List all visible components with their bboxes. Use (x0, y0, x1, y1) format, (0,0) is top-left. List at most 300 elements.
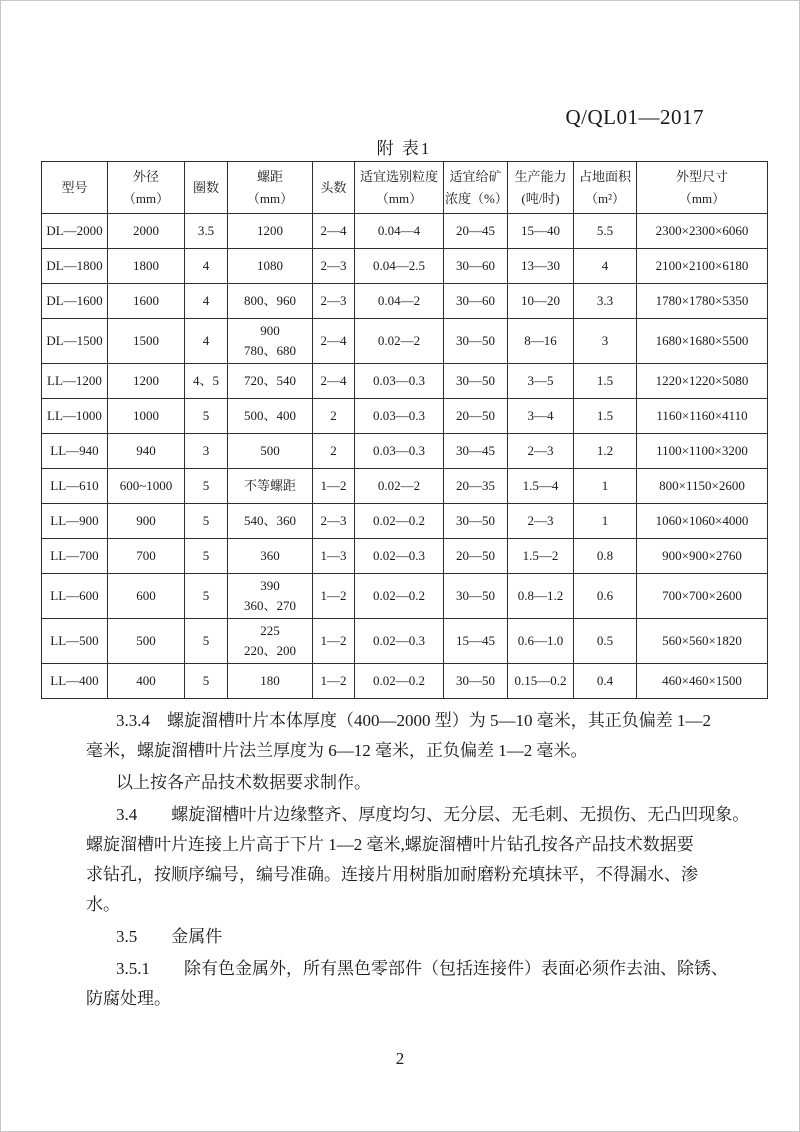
table-cell (355, 399, 444, 434)
table-cell (637, 539, 768, 574)
table-cell-line: 30—50 (456, 333, 495, 348)
table-cell (108, 574, 185, 619)
table-cell (637, 469, 768, 504)
table-cell-line: 1160×1160×4110 (656, 408, 748, 423)
table-cell (108, 399, 185, 434)
table-cell (574, 214, 637, 249)
table-cell-line: 2—3 (320, 258, 347, 273)
table-cell-line: 225 (260, 623, 280, 638)
doc-number: Q/QL01—2017 (565, 105, 704, 129)
column-header-line: (吨/时) (521, 190, 560, 206)
text-line: 3.5 金属件 (116, 927, 223, 946)
table-cell (574, 399, 637, 434)
table-cell-line: 1—2 (320, 588, 347, 603)
table-cell-line: 3 (202, 443, 210, 458)
table-cell (313, 539, 355, 574)
table-cell-line: 800、960 (243, 293, 296, 308)
table-cell (444, 539, 508, 574)
table-cell (637, 249, 768, 284)
table-cell-line: DL—1800 (46, 258, 103, 273)
table-cell (355, 664, 444, 699)
table-cell-line: DL—2000 (46, 223, 103, 238)
table-cell (185, 319, 228, 364)
table-cell-line: 500 (136, 633, 156, 648)
table-cell (228, 319, 313, 364)
table-cell-line: 1.5 (596, 373, 614, 388)
table-cell-line: 0.03—0.3 (373, 443, 425, 458)
table-cell-line: 5 (202, 548, 210, 563)
table-cell (355, 539, 444, 574)
table-cell (637, 214, 768, 249)
column-header-line: 占地面积 (578, 168, 631, 184)
column-header (355, 162, 444, 214)
table-cell (313, 469, 355, 504)
table-cell-line: 900 (136, 513, 156, 528)
table-cell-line: 10—20 (521, 293, 560, 308)
table-cell (313, 434, 355, 469)
table-cell-line: 30—50 (456, 513, 495, 528)
table-cell-line: 700×700×2600 (662, 588, 742, 603)
table-cell (42, 469, 108, 504)
column-header-line: （m²） (584, 190, 625, 206)
column-header-line: （mm） (122, 190, 170, 206)
table-cell-line: 1080 (257, 258, 283, 273)
column-header-line: 螺距 (256, 168, 283, 184)
table-row (42, 539, 768, 574)
table-cell (108, 249, 185, 284)
column-header-line: 圈数 (192, 179, 219, 195)
table-row (42, 619, 768, 664)
column-header (185, 162, 228, 214)
table-cell-line: 0.6 (596, 588, 614, 603)
table-cell (185, 214, 228, 249)
table-row (42, 319, 768, 364)
table-cell (42, 249, 108, 284)
table-cell (355, 214, 444, 249)
table-cell (574, 469, 637, 504)
table-cell (574, 574, 637, 619)
table-cell-line: 1060×1060×4000 (655, 513, 749, 528)
table-cell (185, 619, 228, 664)
table-cell (108, 539, 185, 574)
table-cell (108, 434, 185, 469)
table-row (42, 469, 768, 504)
table-cell-line: LL—940 (50, 443, 99, 458)
table-cell-line: 600 (136, 588, 156, 603)
table-cell-line: 2100×2100×6180 (655, 258, 749, 273)
table-cell (444, 434, 508, 469)
table-cell (444, 574, 508, 619)
table-cell (108, 504, 185, 539)
table-cell-line: LL—500 (50, 633, 99, 648)
table-cell (42, 319, 108, 364)
table-cell-line: 360、270 (243, 598, 296, 613)
table-cell-line: 20—45 (456, 223, 495, 238)
table-cell-line: 0.5 (596, 633, 614, 648)
table-cell-line: 4 (202, 333, 210, 348)
table-cell (574, 364, 637, 399)
table-cell-line: 3—5 (527, 373, 554, 388)
table-cell-line: LL—900 (50, 513, 99, 528)
table-cell-line: 0.03—0.3 (373, 408, 425, 423)
table-cell (185, 364, 228, 399)
table-cell (185, 574, 228, 619)
table-cell-line: 0.04—2 (377, 293, 421, 308)
table-cell (42, 364, 108, 399)
column-header (574, 162, 637, 214)
table-cell (185, 249, 228, 284)
table-cell (637, 574, 768, 619)
table-cell (313, 249, 355, 284)
table-cell (637, 434, 768, 469)
table-cell-line: LL—700 (50, 548, 99, 563)
table-cell (313, 504, 355, 539)
table-cell (508, 399, 574, 434)
table-cell-line: 0.8 (596, 548, 614, 563)
table-cell-line: 600~1000 (119, 478, 173, 493)
table-cell-line: 1—2 (320, 478, 347, 493)
table-cell-line: LL—1000 (47, 408, 102, 423)
table-body (42, 214, 768, 699)
table-cell (228, 504, 313, 539)
table-cell-line: 1—2 (320, 673, 347, 688)
text-line: 3.5.1 除有色金属外，所有黑色零部件（包括连接件）表面必须作去油、除锈、 (116, 959, 728, 978)
text-line: 3.4 螺旋溜槽叶片边缘整齐、厚度均匀、无分层、无毛刺、无损伤、无凸凹现象。 (116, 805, 750, 824)
table-cell (508, 664, 574, 699)
table-cell-line: 0.4 (596, 673, 614, 688)
column-header-line: 浓度（%） (445, 190, 508, 206)
table-cell-line: 2—4 (320, 373, 347, 388)
table-cell-line: DL—1500 (46, 333, 103, 348)
table-cell-line: 0.02—0.2 (373, 513, 425, 528)
table-row (42, 434, 768, 469)
table-cell (108, 364, 185, 399)
table-cell-line: 1 (601, 513, 609, 528)
column-header-line: 适宜给矿 (449, 168, 502, 184)
table-cell-line: 220、200 (243, 643, 296, 658)
table-cell-line: 2—3 (527, 443, 554, 458)
table-cell-line: 1000 (133, 408, 159, 423)
table-cell-line: 3—4 (527, 408, 554, 423)
paragraph (86, 954, 728, 1014)
table-cell-line: 4 (202, 293, 210, 308)
table-cell-line: 800×1150×2600 (659, 478, 745, 493)
table-cell-line: 30—50 (456, 373, 495, 388)
table-cell (444, 504, 508, 539)
table-cell-line: 1600 (133, 293, 159, 308)
table-cell (444, 249, 508, 284)
table-cell-line: 1—3 (320, 548, 347, 563)
table-cell-line: 1.2 (596, 443, 614, 458)
table-cell (228, 539, 313, 574)
table-cell-line: 1200 (133, 373, 159, 388)
column-header-line: 适宜选别粒度 (359, 168, 438, 184)
table-cell (508, 469, 574, 504)
table-cell-line: 560×560×1820 (662, 633, 742, 648)
table-cell (637, 319, 768, 364)
table-cell-line: 0.02—2 (377, 478, 421, 493)
table-cell-line: 3.3 (596, 293, 614, 308)
table-cell (313, 364, 355, 399)
table-cell-line: 8—16 (524, 333, 557, 348)
table-cell-line: 5 (202, 673, 210, 688)
table-header (42, 162, 768, 214)
text-line: 水。 (86, 895, 120, 914)
table-cell (42, 399, 108, 434)
table-cell-line: 15—40 (521, 223, 560, 238)
table-cell (108, 214, 185, 249)
table-cell (313, 284, 355, 319)
table-cell (42, 619, 108, 664)
column-header (228, 162, 313, 214)
column-header-line: （mm） (678, 190, 726, 206)
table-cell-line: 0.6—1.0 (517, 633, 564, 648)
table-cell (574, 249, 637, 284)
table-cell-line: 1.5—2 (522, 548, 559, 563)
table-cell (228, 399, 313, 434)
text-line: 求钻孔，按顺序编号，编号准确。连接片用树脂加耐磨粉充填抹平，不得漏水、渗 (86, 865, 698, 884)
table-cell-line: 1 (601, 478, 609, 493)
table-cell (508, 574, 574, 619)
table-cell-line: 2—4 (320, 333, 347, 348)
table-cell-line: 940 (136, 443, 156, 458)
text-line: 螺旋溜槽叶片连接上片高于下片 1—2 毫米,螺旋溜槽叶片钻孔按各产品技术数据要 (86, 835, 694, 854)
table-cell (355, 364, 444, 399)
table-cell (355, 249, 444, 284)
table-cell (42, 539, 108, 574)
table-cell (508, 434, 574, 469)
table-cell (637, 619, 768, 664)
table-cell-line: 20—35 (456, 478, 495, 493)
table-cell (108, 469, 185, 504)
table-cell-line: 4 (601, 258, 609, 273)
table-cell (185, 664, 228, 699)
table-cell-line: 5 (202, 478, 210, 493)
table-cell (574, 539, 637, 574)
table-cell (42, 284, 108, 319)
table-cell-line: 2—4 (320, 223, 347, 238)
table-cell (228, 284, 313, 319)
table-cell-line: 4 (202, 258, 210, 273)
paragraph (86, 922, 728, 952)
table-cell (355, 319, 444, 364)
table-cell (108, 619, 185, 664)
table-cell-line: 30—60 (456, 258, 495, 273)
table-cell (313, 319, 355, 364)
table-cell (637, 364, 768, 399)
table-header-row (42, 162, 768, 214)
table-cell (444, 619, 508, 664)
table-cell-line: 540、360 (243, 513, 296, 528)
table-cell-line: 1200 (257, 223, 283, 238)
table-cell (508, 364, 574, 399)
table-cell (444, 284, 508, 319)
table-cell-line: 500、400 (243, 408, 296, 423)
table-cell-line: 1100×1100×3200 (656, 443, 748, 458)
table-row (42, 214, 768, 249)
table-cell (355, 574, 444, 619)
table-cell-line: LL—610 (50, 478, 99, 493)
table-cell (228, 214, 313, 249)
table-row (42, 364, 768, 399)
table-cell (228, 249, 313, 284)
table-cell-line: 0.15—0.2 (514, 673, 567, 688)
table-cell-line: 460×460×1500 (662, 673, 742, 688)
text-line: 防腐处理。 (86, 989, 171, 1008)
table-cell-line: 360 (260, 548, 280, 563)
table-cell (185, 504, 228, 539)
table-cell-line: 30—50 (456, 588, 495, 603)
table-cell (574, 504, 637, 539)
table-row (42, 574, 768, 619)
table-cell-line: 4、5 (192, 373, 219, 388)
table-cell (574, 319, 637, 364)
table-cell (637, 284, 768, 319)
column-header-line: 头数 (320, 179, 347, 195)
table-cell-line: LL—1200 (47, 373, 102, 388)
table-cell-line: LL—600 (50, 588, 99, 603)
column-header (108, 162, 185, 214)
table-cell (185, 539, 228, 574)
table-cell-line: 0.02—0.2 (373, 673, 425, 688)
table-title: 附 表1 (376, 139, 432, 158)
table-cell (185, 399, 228, 434)
column-header-line: 外型尺寸 (675, 168, 728, 184)
table-cell-line: 500 (260, 443, 280, 458)
table-cell (228, 574, 313, 619)
table-cell-line: 2300×2300×6060 (655, 223, 749, 238)
table-cell (42, 574, 108, 619)
table-cell (228, 434, 313, 469)
table-cell-line: 1500 (133, 333, 159, 348)
table-cell-line: 5 (202, 513, 210, 528)
column-header-line: 生产能力 (514, 168, 567, 184)
table-cell-line: 0.02—0.3 (373, 548, 425, 563)
table-cell-line: LL—400 (50, 673, 99, 688)
table-cell (574, 434, 637, 469)
table-cell (355, 469, 444, 504)
table-cell (444, 664, 508, 699)
table-cell-line: 1800 (133, 258, 159, 273)
table-cell (444, 319, 508, 364)
table-cell (508, 539, 574, 574)
table-cell (508, 504, 574, 539)
table-row (42, 399, 768, 434)
table-cell (313, 214, 355, 249)
column-header (508, 162, 574, 214)
table-cell-line: 不等螺距 (243, 478, 296, 493)
text-line: 3.3.4 螺旋溜槽叶片本体厚度（400—2000 型）为 5—10 毫米，其正负偏差 1—2 (116, 711, 711, 730)
spec-table (41, 161, 768, 699)
table-cell (108, 664, 185, 699)
table-cell-line: 20—50 (456, 548, 495, 563)
table-cell (508, 214, 574, 249)
table-cell (637, 664, 768, 699)
table-cell (185, 434, 228, 469)
table-cell-line: 30—50 (456, 673, 495, 688)
table-cell (355, 284, 444, 319)
table-cell (444, 469, 508, 504)
table-cell-line: 0.02—0.3 (373, 633, 425, 648)
table-cell-line: 2 (330, 408, 337, 423)
table-cell (574, 284, 637, 319)
table-cell-line: 0.04—4 (377, 223, 421, 238)
table-cell-line: 720、540 (243, 373, 296, 388)
table-cell-line: 15—45 (456, 633, 495, 648)
table-cell (42, 664, 108, 699)
table-cell (228, 469, 313, 504)
table-cell-line: 1.5 (596, 408, 614, 423)
table-cell-line: 0.8—1.2 (517, 588, 564, 603)
table-cell-line: 30—45 (456, 443, 495, 458)
table-cell-line: 5.5 (596, 223, 614, 238)
column-header-line: 型号 (61, 179, 88, 195)
table-cell-line: 0.02—0.2 (373, 588, 425, 603)
table-cell (185, 284, 228, 319)
table-cell-line: 400 (136, 673, 156, 688)
text-line: 毫米，螺旋溜槽叶片法兰厚度为 6—12 毫米，正负偏差 1—2 毫米。 (86, 741, 588, 760)
column-header-line: 外径 (132, 168, 159, 184)
table-cell (508, 319, 574, 364)
paragraph (86, 706, 728, 766)
table-cell-line: 30—60 (456, 293, 495, 308)
table-cell-line: 0.02—2 (377, 333, 421, 348)
table-cell (313, 399, 355, 434)
table-cell (228, 364, 313, 399)
table-row (42, 284, 768, 319)
table-cell-line: 900 (260, 323, 280, 338)
table-cell-line: 180 (260, 673, 280, 688)
table-cell-line: 780、680 (243, 343, 296, 358)
table-cell (355, 619, 444, 664)
table-cell-line: 2—3 (320, 513, 347, 528)
table-row (42, 504, 768, 539)
table-cell (108, 319, 185, 364)
table-cell (637, 399, 768, 434)
table-cell (574, 664, 637, 699)
table-cell (508, 284, 574, 319)
table-cell-line: 5 (202, 408, 210, 423)
table-cell (42, 504, 108, 539)
table-cell (574, 619, 637, 664)
column-header (313, 162, 355, 214)
table-cell-line: 5 (202, 588, 210, 603)
table-cell (637, 504, 768, 539)
table-cell (313, 619, 355, 664)
text-line: 以上按各产品技术数据要求制作。 (116, 773, 371, 792)
table-row (42, 249, 768, 284)
table-cell (444, 364, 508, 399)
table-cell (185, 469, 228, 504)
table-cell-line: 1—2 (320, 633, 347, 648)
page-number: 2 (395, 1049, 405, 1068)
table-cell-line: 390 (260, 578, 280, 593)
table-cell-line: 20—50 (456, 408, 495, 423)
table-cell-line: 0.03—0.3 (373, 373, 425, 388)
table-cell-line: 1220×1220×5080 (655, 373, 749, 388)
table-cell (355, 434, 444, 469)
table-cell-line: 900×900×2760 (662, 548, 742, 563)
table-cell (444, 214, 508, 249)
table-cell-line: DL—1600 (46, 293, 103, 308)
table-cell (42, 434, 108, 469)
column-header (42, 162, 108, 214)
table-cell (228, 664, 313, 699)
table-cell (444, 399, 508, 434)
body-text (86, 706, 750, 1016)
table-cell (508, 249, 574, 284)
table-cell (228, 619, 313, 664)
